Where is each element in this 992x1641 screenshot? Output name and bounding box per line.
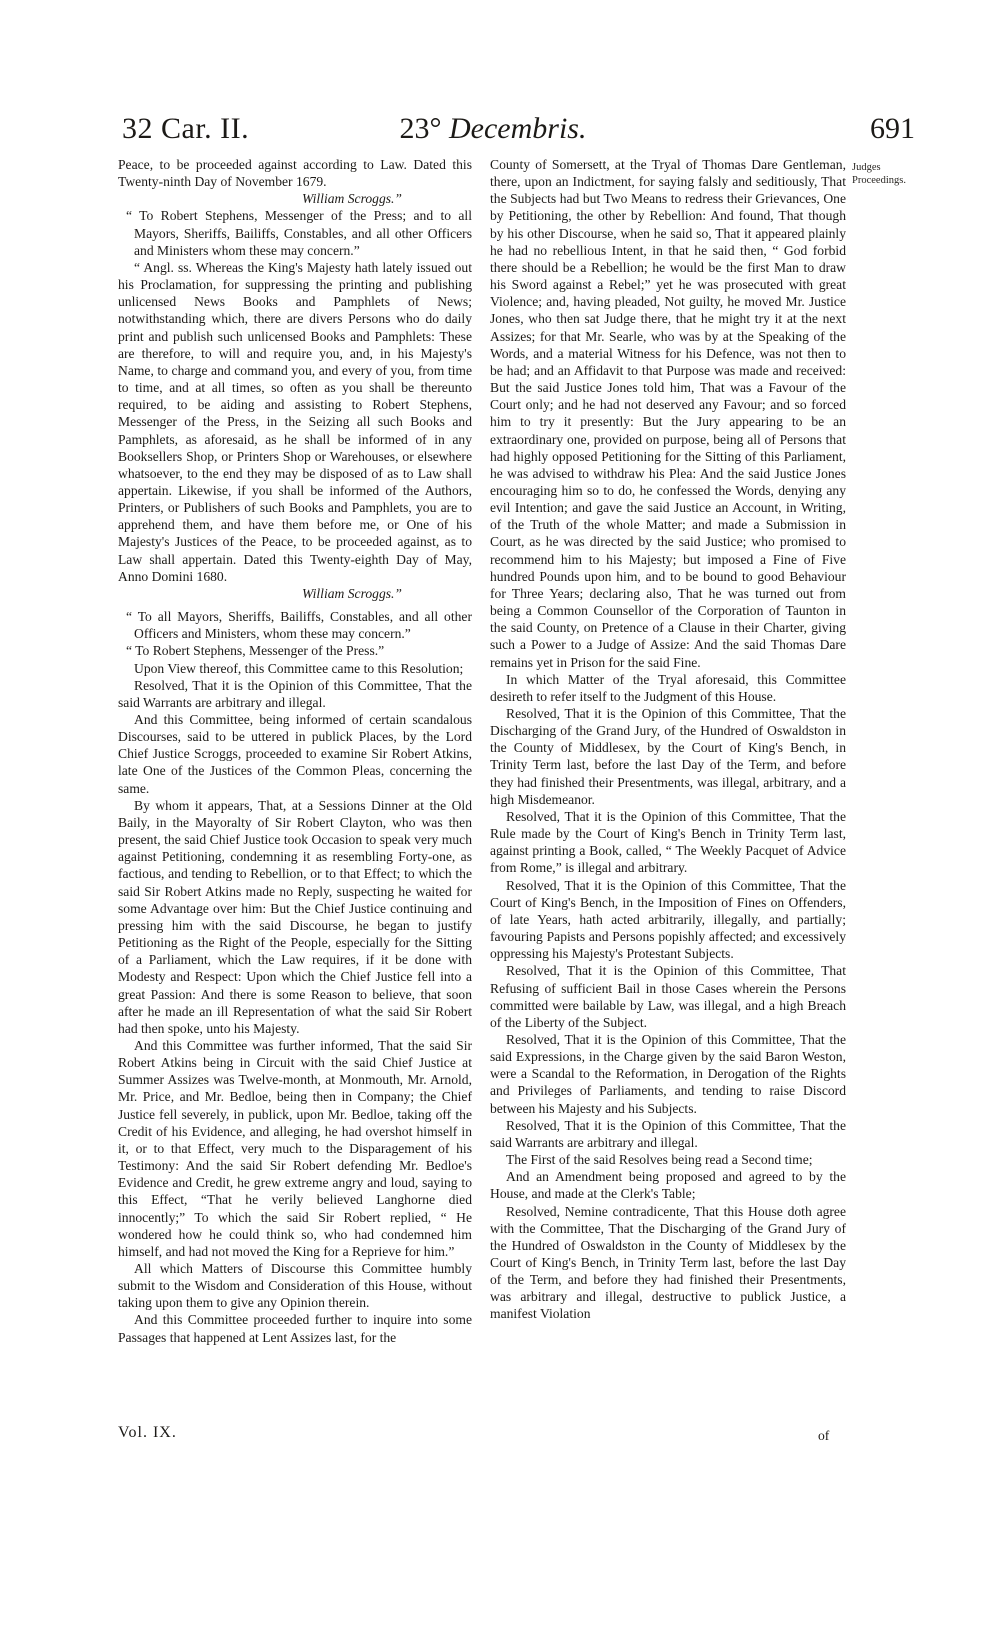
paragraph: And an Amendment being proposed and agreed to by the House, and made at the Clerk's Table;: [490, 1169, 846, 1202]
resolution: Resolved, Nemine contradicente, That this House doth agree with the Committee, That the Discharging of the Grand Jury of the Hundred of Oswaldston in the County of Middlesex by the Court of King's Bench, in Trinity Term last, before the last Day of the Term, and before they had finished their Presentments, was arbitrary and illegal, destructive to publick Justice, a manifest Violation: [490, 1203, 846, 1322]
paragraph: County of Somersett, at the Tryal of Thomas Dare Gentleman, there, upon an Indictment, for saying falsly and seditiously, That the Subjects had but Two Means to redress their Grievances, One by Petitioning, the other by Rebellion: And found, That though by his other Discourse, when he said so, That it appeared plainly he had no rebellious Intent, in that he said then, “ God forbid there should be a Rebellion; he would be the first Man to draw his Sword against a Rebel;” yet he was prosecuted with great Violence; and, having pleaded, Not guilty, he moved Mr. Justice Jones, who then sat Judge there, that he might try it at the next Assizes; for that Mr. Searle, who was by at the Speaking of the Words, and a material Witness for his Defence, was not then to be had; and an Affidavit to that Purpose was made and received: But the said Justice Jones told him, That was a Favour of the Court only; and he had not deserved any Favour; and so forced him to try it presently: But the Jury appearing to be an extraordinary one, provided on purpose, being all of Persons that had highly opposed Petitioning for the Sitting of this Parliament, he was advised to withdraw his Plea: And the said Justice Jones encouraging him so to do, he confessed the Words, denying any evil Intention; and gave the said Justice an Account, in Writing, of the Truth of the whole Matter; and made a Submission in Court, as he was directed by the said Justice; who promised to recommend him to his Majesty; but imposed a Fine of Five hundred Pounds upon him, and to be bound to good Behaviour for Three Years; declaring also, That he was turned out from being a Common Counsellor of the Corporation of Taunton in the said County, on Pretence of a Clause in their Charter, giving such a Power to a Judge of Assize: And the said Thomas Dare remains yet in Prison for the said Fine.: [490, 157, 846, 670]
resolution: Resolved, That it is the Opinion of this Committee, That Refusing of sufficient Bail in those Cases wherein the Persons committed were bailable by Law, was illegal, and a high Breach of the Liberty of the Subject.: [490, 963, 846, 1030]
address-line: “ To all Mayors, Sheriffs, Bailiffs, Constables, and all other Officers and Ministers, whom these may concern.”: [126, 609, 472, 642]
resolution: Resolved, That it is the Opinion of this Committee, That the said Warrants are arbitrary and illegal.: [490, 1117, 846, 1150]
right-column: [490, 156, 846, 1323]
address-line: “ To Robert Stephens, Messenger of the Press.”: [126, 643, 385, 659]
date-heading: [338, 112, 648, 146]
paragraph: Upon View thereof, this Committee came to this Resolution;: [134, 660, 464, 676]
paragraph: Peace, to be proceeded against according to Law. Dated this Twenty-ninth Day of November 1679.: [118, 157, 472, 190]
paragraph: By whom it appears, That, at a Sessions Dinner at the Old Baily, in the Mayoralty of Sir Robert Clayton, who was then present, the said Chief Justice took Occasion to speak very much against Petitioning, condemning it as resembling Forty-one, as factious, and tending to Rebellion, or to that Effect; to which the said Sir Robert Atkins made no Reply, suspecting he waited for some Advantage over him: But the Chief Justice continuing and pressing him with the said Discourse, he began to justify Petitioning as the Right of the People, especially for the Sitting of a Parliament, which the Law requires, if it be done with Modesty and Respect: Upon which the Chief Justice fell into a great Passion: And there is some Reason to believe, that soon after he made an ill Representation of what the said Sir Robert had then spoke, unto his Majesty.: [118, 797, 472, 1036]
date-day: 23°: [399, 112, 442, 145]
resolution: Resolved, That it is the Opinion of this Committee, That the Discharging of the Grand Jury, of the Hundred of Oswaldston in the County of Middlesex, by the Court of King's Bench, in Trinity Term last, before the last Day of the Term, and before they had finished their Presentments, was illegal, arbitrary, and a high Misdemeanor.: [490, 706, 846, 807]
running-head: [0, 112, 992, 152]
paragraph: And this Committee was further informed, That the said Sir Robert Atkins being in Circuit with the said Chief Justice at Summer Assizes was Twelve-month, at Monmouth, Mr. Arnold, Mr. Price, and Mr. Bedloe, being then in Company; the Chief Justice fell severely, in publick, upon Mr. Bedloe, taking off the Credit of his Evidence, and alleging, he had overshot himself in it, or to that Effect, very much to the Disparagement of his Testimony: And the said Sir Robert defending Mr. Bedloe's Evidence and Credit, he grew extreme angry and loud, saying to this Effect, “That he verily believed Langhorne died innocently;” To which the said Sir Robert replied, “ He wondered how he could think so, who had condemned him himself, and had not moved the King for a Reprieve for him.”: [118, 1037, 472, 1259]
signature: William Scroggs.”: [302, 585, 402, 601]
regnal-year: 32 Car. II.: [122, 112, 250, 145]
date-month: Decembris.: [449, 112, 587, 145]
margin-note: Judges Proceedings.: [852, 162, 906, 186]
page-number: 691: [870, 112, 915, 145]
paragraph: The First of the said Resolves being read a Second time;: [506, 1152, 813, 1168]
resolution: Resolved, That it is the Opinion of this Committee, That the Court of King's Bench, in the Imposition of Fines on Offenders, of late Years, hath acted arbitrarily, illegally, and partially; favouring Papists and Persons popishly affected; and excessively oppressing his Majesty's Protestant Subjects.: [490, 877, 846, 962]
paragraph: In which Matter of the Tryal aforesaid, this Committee desireth to refer itself to the Judgment of this House.: [490, 671, 846, 704]
resolution: Resolved, That it is the Opinion of this Committee, That the Rule made by the Court of King's Bench in Trinity Term last, against printing a Book, called, “ The Weekly Pacquet of Advice from Rome,” is illegal and arbitrary.: [490, 808, 846, 876]
volume-signature: Vol. IX.: [118, 1424, 177, 1441]
address-line: “ To Robert Stephens, Messenger of the Press; and to all Mayors, Sheriffs, Bailiffs, Constables, and all other Officers and Ministers whom these may concern.”: [126, 208, 472, 258]
resolution: Resolved, That it is the Opinion of this Committee, That the said Warrants are arbitrary and illegal.: [118, 677, 472, 710]
paragraph: All which Matters of Discourse this Committee humbly submit to the Wisdom and Consideration of this House, without taking upon them to give any Opinion therein.: [118, 1261, 472, 1311]
catchword: of: [818, 1428, 830, 1443]
left-column: [118, 156, 472, 1346]
paragraph: And this Committee proceeded further to inquire into some Passages that happened at Lent Assizes last, for the: [118, 1312, 472, 1345]
signature: William Scroggs.”: [302, 191, 402, 207]
warrant-text: “ Angl. ss. Whereas the King's Majesty hath lately issued out his Proclamation, for suppressing the printing and publishing unlicensed News Books and Pamphlets of News; notwithstanding which, there are divers Persons who do daily print and publish such unlicensed Books and Pamphlets: These are therefore, to will and require you, and, in his Majesty's Name, to charge and command you, and every of you, from time to time, and at all times, so often as you shall be thereunto required, to be aiding and assisting to Robert Stephens, Messenger of the Press, in the Seizing all such Books and Pamphlets, as aforesaid, as he shall be informed of in any Booksellers Shop, or Printers Shop or Warehouses, or elsewhere whatsoever, to the end they may be disposed of as to Law shall appertain. Likewise, if you shall be informed of the Authors, Printers, or Publishers of such Books and Pamphlets, you are to apprehend them, and have them before me, or One of his Majesty's Justices of the Peace, to be proceeded against, as to Law shall appertain. Dated this Twenty-eighth Day of May, Anno Domini 1680.: [118, 259, 472, 584]
paragraph: And this Committee, being informed of certain scandalous Discourses, said to be uttered in publick Places, by the Lord Chief Justice Scroggs, proceeded to examine Sir Robert Atkins, late One of the Justices of the Common Pleas, concerning the same.: [118, 712, 472, 796]
resolution: Resolved, That it is the Opinion of this Committee, That the said Expressions, in the Charge given by the said Baron Weston, were a Scandal to the Reformation, in Derogation of the Rights and Privileges of Parliaments, and tending to raise Discord between his Majesty and his Subjects.: [490, 1031, 846, 1116]
